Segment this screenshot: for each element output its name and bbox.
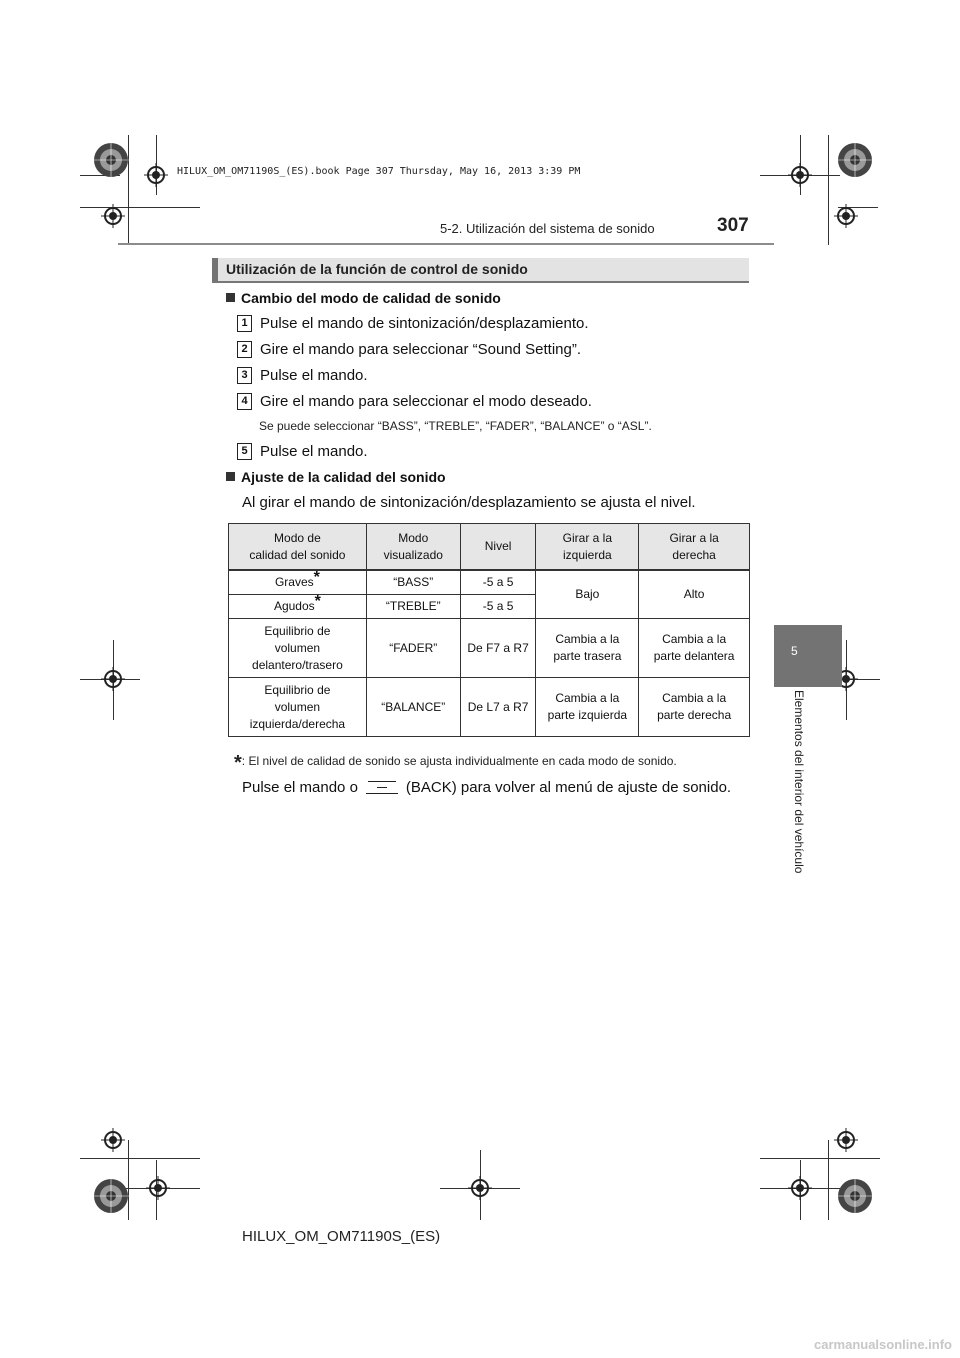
step-number: 1: [237, 315, 252, 332]
table-cell: Agudos*: [229, 595, 367, 619]
watermark: carmanualsonline.info: [814, 1337, 952, 1352]
section-header: [212, 258, 749, 283]
step-text: Pulse el mando.: [260, 367, 368, 384]
subsection-title: Cambio del modo de calidad de sonido: [241, 290, 501, 306]
subsection-heading: [226, 469, 446, 485]
step-note: Se puede seleccionar “BASS”, “TREBLE”, “FADER”, “BALANCE” o “ASL”.: [259, 419, 652, 433]
print-slug-line: HILUX_OM_OM71190S_(ES).book Page 307 Thursday, May 16, 2013 3:39 PM: [177, 166, 581, 177]
step-number: 4: [237, 393, 252, 410]
table-row: [229, 619, 750, 678]
back-instruction-text: Pulse el mando o: [242, 779, 358, 796]
registration-target-icon: [836, 1177, 874, 1215]
table-cell: Cambia a la parte delantera: [639, 619, 750, 678]
table-cell: Alto: [639, 570, 750, 619]
crosshair-icon: [834, 204, 858, 228]
table-cell: “TREBLE”: [366, 595, 460, 619]
sound-settings-table: [228, 523, 750, 737]
crosshair-icon: [468, 1176, 492, 1200]
step-text: Pulse el mando de sintonización/desplazamiento.: [260, 315, 589, 332]
back-button-icon: [366, 781, 398, 794]
crosshair-icon: [144, 163, 168, 187]
table-cell: Bajo: [536, 570, 639, 619]
crosshair-icon: [101, 1128, 125, 1152]
table-cell: Cambia a la parte trasera: [536, 619, 639, 678]
table-cell: Cambia a la parte derecha: [639, 678, 750, 737]
table-row: [229, 570, 750, 595]
page-number: 307: [717, 215, 749, 236]
subsection-intro: Al girar el mando de sintonización/desplazamiento se ajusta el nivel.: [242, 494, 696, 511]
step-number: 2: [237, 341, 252, 358]
chapter-tab-label: Elementos del interior del vehículo: [792, 690, 806, 874]
running-header-title: 5-2. Utilización del sistema de sonido: [440, 221, 655, 236]
step-text: Pulse el mando.: [260, 443, 368, 460]
header-rule: [118, 243, 774, 245]
table-cell: Cambia a la parte izquierda: [536, 678, 639, 737]
step-text: Gire el mando para seleccionar el modo deseado.: [260, 393, 592, 410]
step-number: 3: [237, 367, 252, 384]
subsection-title: Ajuste de la calidad del sonido: [241, 469, 446, 485]
chapter-tab: [774, 625, 842, 687]
header-cell: Girar a la izquierda: [536, 524, 639, 571]
table-cell: Equilibrio de volumen izquierda/derecha: [229, 678, 367, 737]
registration-target-icon: [92, 141, 130, 179]
table-cell: Graves*: [229, 570, 367, 595]
table-cell: De F7 a R7: [460, 619, 536, 678]
section-accent: [212, 258, 218, 281]
header-cell: Modo de calidad del sonido: [229, 524, 367, 571]
step-number: 5: [237, 443, 252, 460]
header-cell: Girar a la derecha: [639, 524, 750, 571]
chapter-tab-number: 5: [791, 644, 798, 658]
table-cell: -5 a 5: [460, 595, 536, 619]
table-cell: “BALANCE”: [366, 678, 460, 737]
bullet-square-icon: [226, 472, 235, 481]
crosshair-icon: [834, 1128, 858, 1152]
crosshair-icon: [146, 1176, 170, 1200]
table-cell: -5 a 5: [460, 570, 536, 595]
footnote-text: : El nivel de calidad de sonido se ajusta individualmente en cada modo de sonido.: [241, 754, 677, 768]
table-cell: “FADER”: [366, 619, 460, 678]
crosshair-icon: [788, 163, 812, 187]
table-header-row: [229, 524, 750, 571]
table-footnote: [234, 752, 677, 775]
table-row: [229, 678, 750, 737]
crosshair-icon: [101, 204, 125, 228]
registration-target-icon: [836, 141, 874, 179]
registration-target-icon: [92, 1177, 130, 1215]
table-cell: De L7 a R7: [460, 678, 536, 737]
header-cell: Modo visualizado: [366, 524, 460, 571]
footnote-asterisk: *: [234, 752, 242, 774]
table-cell: “BASS”: [366, 570, 460, 595]
crosshair-icon: [788, 1176, 812, 1200]
crosshair-icon: [101, 667, 125, 691]
subsection-heading: [226, 290, 501, 306]
back-instruction: [242, 779, 731, 796]
bullet-square-icon: [226, 293, 235, 302]
footer-document-code: HILUX_OM_OM71190S_(ES): [242, 1228, 441, 1245]
back-instruction-text: (BACK) para volver al menú de ajuste de sonido.: [405, 779, 732, 796]
section-title: Utilización de la función de control de sonido: [226, 261, 528, 277]
table-cell: Equilibrio de volumen delantero/trasero: [229, 619, 367, 678]
step-text: Gire el mando para seleccionar “Sound Setting”.: [260, 341, 582, 358]
header-cell: Nivel: [460, 524, 536, 571]
